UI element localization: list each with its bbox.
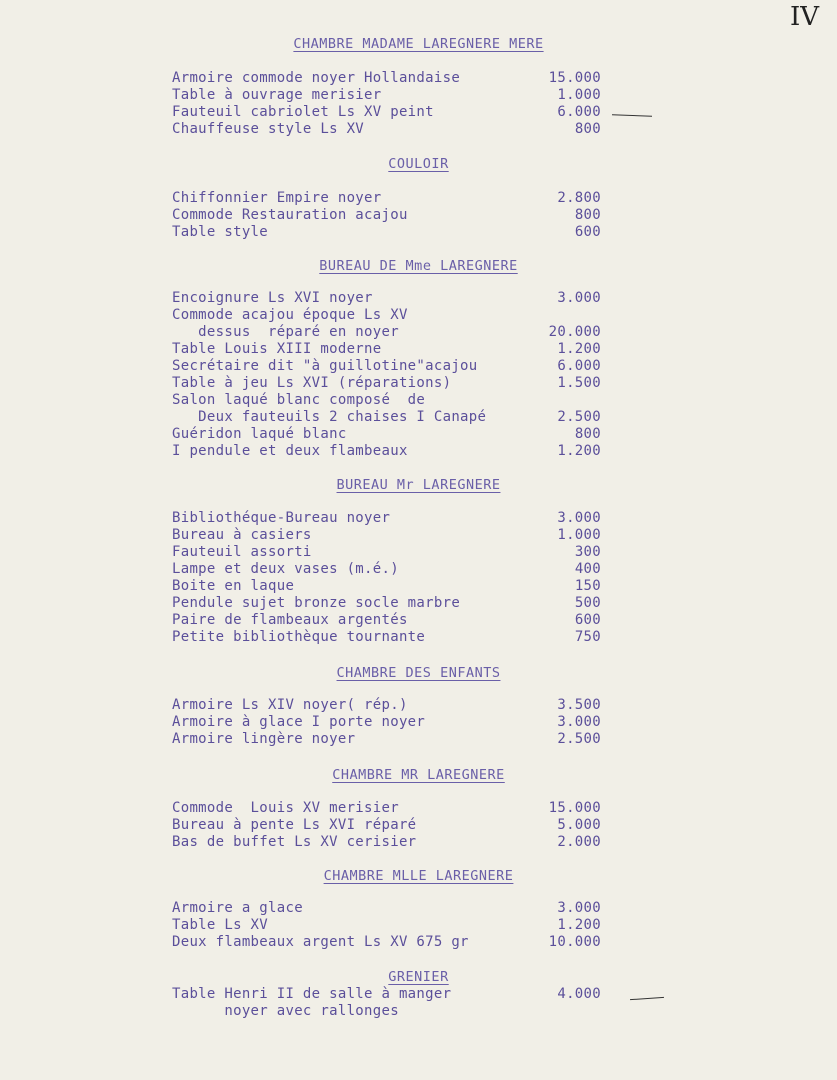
list-item: Table Louis XIII moderne 1.200 xyxy=(172,341,601,357)
section-chambre-mlle xyxy=(0,868,837,951)
list-item: Table Ls XV 1.200 xyxy=(172,917,601,933)
page-mark: IV xyxy=(790,2,820,32)
list-item: Pendule sujet bronze socle marbre 500 xyxy=(172,595,601,611)
section-couloir xyxy=(0,156,837,241)
list-item: noyer avec rallonges xyxy=(172,1003,399,1019)
list-item: Table Henri II de salle à manger 4.000 xyxy=(172,986,601,1002)
list-item: Commode Louis XV merisier 15.000 xyxy=(172,800,601,816)
list-item: Table style 600 xyxy=(172,224,601,240)
section-heading: CHAMBRE MLLE LAREGNERE xyxy=(323,868,514,884)
list-item: Commode Restauration acajou 800 xyxy=(172,207,601,223)
list-item: Paire de flambeaux argentés 600 xyxy=(172,612,601,628)
list-item: Salon laqué blanc composé de xyxy=(172,392,426,408)
section-heading: GRENIER xyxy=(388,969,449,985)
list-item: Bureau à casiers 1.000 xyxy=(172,527,601,543)
list-item: Secrétaire dit "à guillotine"acajou 6.000 xyxy=(172,358,601,374)
list-item: Armoire commode noyer Hollandaise 15.000 xyxy=(172,70,601,86)
section-heading: BUREAU Mr LAREGNERE xyxy=(336,477,501,493)
list-item: Commode acajou époque Ls XV xyxy=(172,307,408,323)
section-heading: CHAMBRE DES ENFANTS xyxy=(336,665,501,681)
list-item: Deux flambeaux argent Ls XV 675 gr 10.000 xyxy=(172,934,601,950)
section-grenier xyxy=(0,969,837,1020)
list-item: Bibliothéque-Bureau noyer 3.000 xyxy=(172,510,601,526)
list-item: Armoire Ls XIV noyer( rép.) 3.500 xyxy=(172,697,601,713)
list-item: Deux fauteuils 2 chaises I Canapé 2.500 xyxy=(172,409,601,425)
section-heading: CHAMBRE MR LAREGNERE xyxy=(332,767,505,783)
list-item: Bas de buffet Ls XV cerisier 2.000 xyxy=(172,834,601,850)
list-item: Armoire lingère noyer 2.500 xyxy=(172,731,601,747)
list-item: Chauffeuse style Ls XV 800 xyxy=(172,121,601,137)
list-item: Fauteuil assorti 300 xyxy=(172,544,601,560)
list-item: I pendule et deux flambeaux 1.200 xyxy=(172,443,601,459)
section-heading: BUREAU DE Mme LAREGNERE xyxy=(319,258,518,274)
list-item: Boite en laque 150 xyxy=(172,578,601,594)
section-bureau-mr xyxy=(0,477,837,646)
list-item: Chiffonnier Empire noyer 2.800 xyxy=(172,190,601,206)
list-item: Armoire à glace I porte noyer 3.000 xyxy=(172,714,601,730)
list-item: Petite bibliothèque tournante 750 xyxy=(172,629,601,645)
list-item: Table à ouvrage merisier 1.000 xyxy=(172,87,601,103)
section-bureau-mme xyxy=(0,258,837,460)
list-item: Encoignure Ls XVI noyer 3.000 xyxy=(172,290,601,306)
section-heading: CHAMBRE MADAME LAREGNERE MERE xyxy=(293,36,544,52)
list-item: Fauteuil cabriolet Ls XV peint 6.000 xyxy=(172,104,601,120)
section-heading: COULOIR xyxy=(388,156,449,172)
section-chambre-madame xyxy=(0,36,837,138)
section-chambre-enfants xyxy=(0,665,837,748)
list-item: Table à jeu Ls XVI (réparations) 1.500 xyxy=(172,375,601,391)
section-chambre-mr xyxy=(0,767,837,851)
list-item: Bureau à pente Ls XVI réparé 5.000 xyxy=(172,817,601,833)
list-item: Armoire a glace 3.000 xyxy=(172,900,601,916)
list-item: dessus réparé en noyer 20.000 xyxy=(172,324,601,340)
list-item: Lampe et deux vases (m.é.) 400 xyxy=(172,561,601,577)
list-item: Guéridon laqué blanc 800 xyxy=(172,426,601,442)
